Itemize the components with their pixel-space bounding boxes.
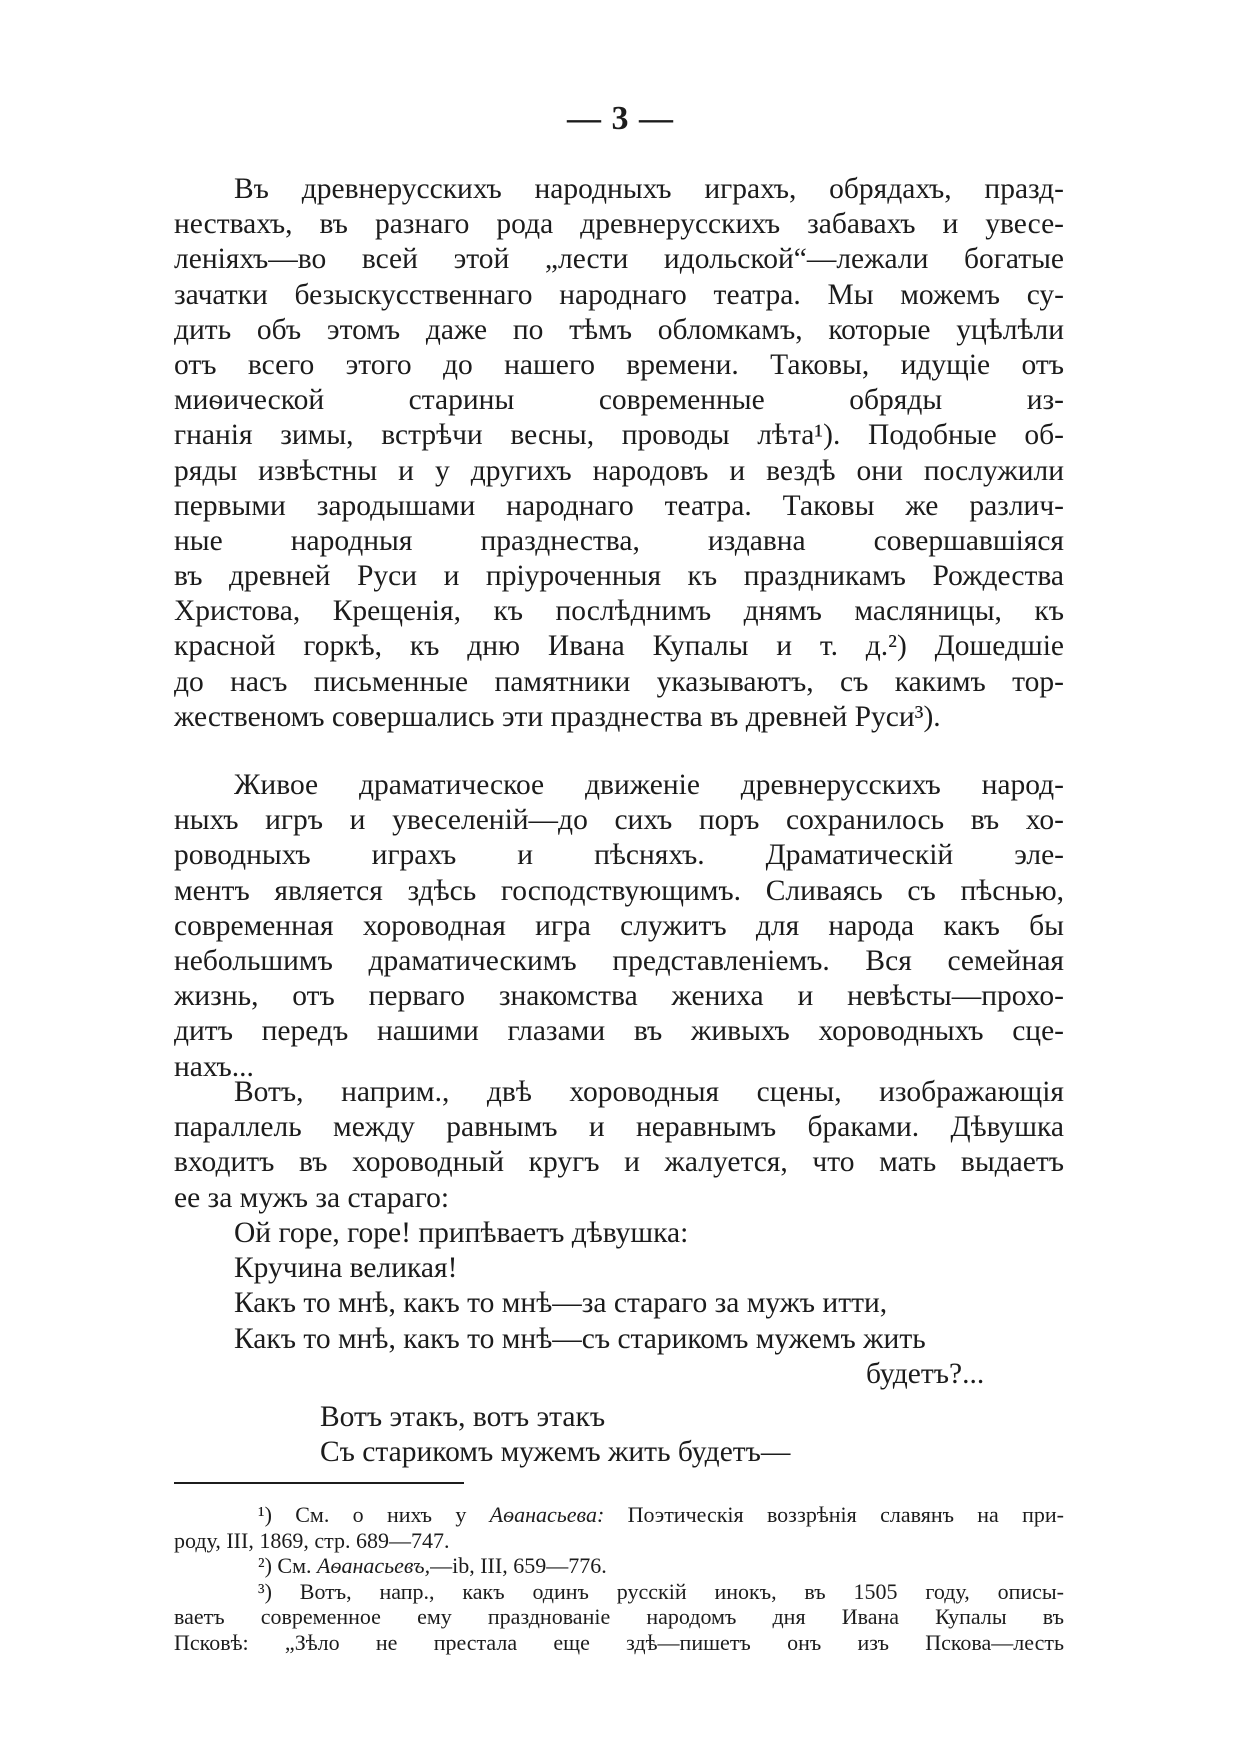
paragraph-1	[174, 172, 1064, 735]
text-line: Живое драматическое движеніе древнерусскихъ народ-	[234, 769, 1064, 801]
footnote-1-cont: роду, III, 1869, стр. 689—747.	[174, 1527, 450, 1553]
footnote-2	[174, 1553, 1064, 1579]
footnote-text: ²) См.	[258, 1553, 318, 1578]
footnote-author: Аѳанасьева:	[489, 1502, 605, 1527]
footnote-text: ¹) См. о нихъ у	[258, 1502, 490, 1527]
text-line: леніяхъ—во всей этой „лести идольской“—лежали богатые	[174, 243, 1064, 276]
text-line: жественомъ совершались эти празднества въ древней Руси³).	[174, 700, 941, 733]
text-line: въ древней Руси и пріуроченныя къ праздникамъ Рождества	[174, 560, 1064, 593]
footnote-1	[174, 1502, 1064, 1528]
text-line: нахъ...	[174, 1050, 254, 1083]
text-line: ее за мужъ за стараго:	[174, 1181, 450, 1214]
verse-tail: будетъ?...	[866, 1358, 985, 1390]
text-line: жизнь, отъ перваго знакомства жениха и невѣсты—прохо-	[174, 980, 1064, 1013]
text-line: первыми зародышами народнаго театра. Таковы же различ-	[174, 489, 1064, 522]
text-line: миѳической старины современные обряды из-	[174, 384, 1064, 417]
text-line: современная хороводная игра служитъ для народа какъ бы	[174, 909, 1064, 942]
footnote-author: Аѳанасьевъ,	[317, 1553, 431, 1578]
verse-line: Вотъ этакъ, вотъ этакъ	[320, 1401, 606, 1433]
text-line: небольшимъ драматическимъ представленіемъ. Вся семейная	[174, 944, 1064, 977]
text-line: до насъ письменные памятники указываютъ, съ какимъ тор-	[174, 665, 1064, 698]
text-line: ряды извѣстны и у другихъ народовъ и вездѣ они послужили	[174, 454, 1064, 487]
text-line: параллель между равнымъ и неравнымъ браками. Дѣвушка	[174, 1111, 1064, 1144]
footnote-text: —ib, III, 659—776.	[430, 1553, 607, 1578]
verse-line: Ой горе, горе! припѣваетъ дѣвушка:	[234, 1217, 689, 1249]
text-line: ментъ является здѣсь господствующимъ. Сливаясь съ пѣснью,	[174, 874, 1064, 907]
verse-line: Съ старикомъ мужемъ жить будетъ—	[320, 1436, 791, 1469]
text-line: Христова, Крещенія, къ послѣднимъ днямъ масляницы, къ	[174, 595, 1064, 628]
text-line: отъ всего этого до нашего времени. Таковы, идущіе отъ	[174, 348, 1064, 381]
text-line: зачатки безыскусственнаго народнаго театра. Мы можемъ су-	[174, 278, 1064, 311]
verse-line: Кручина великая!	[234, 1252, 458, 1285]
footnote-3: ³) Вотъ, напр., какъ одинъ русскій инокъ, въ 1505 году, описы-	[258, 1578, 1064, 1604]
footnote-3-cont: ваетъ современное ему празднованіе народомъ дня Ивана Купалы въ	[174, 1604, 1064, 1629]
text-line: роводныхъ играхъ и пѣсняхъ. Драматическій эле-	[174, 839, 1064, 872]
text-line: дить объ этомъ даже по тѣмъ обломкамъ, которые уцѣлѣли	[174, 313, 1064, 346]
text-line: красной горкѣ, къ дню Ивана Купалы и т. д.²) Дошедшіе	[174, 630, 1064, 663]
text-line: ныхъ игръ и увеселеній—до сихъ поръ сохранилось въ хо-	[174, 804, 1064, 837]
footnote-text: Поэтическія воззрѣнія славянъ на при-	[604, 1502, 1064, 1527]
verse-line: Какъ то мнѣ, какъ то мнѣ—съ старикомъ мужемъ жить	[234, 1322, 926, 1355]
paragraph-3	[174, 1075, 1064, 1216]
paragraph-2	[174, 768, 1064, 1085]
page-number: — 3 —	[567, 100, 674, 137]
song-refrain	[320, 1400, 790, 1470]
song-verse	[234, 1216, 926, 1357]
footnote-divider	[174, 1482, 464, 1484]
text-line: ные народныя празднества, издавна совершавшіяся	[174, 524, 1064, 557]
verse-line: Какъ то мнѣ, какъ то мнѣ—за стараго за мужъ итти,	[234, 1287, 888, 1320]
text-line: входитъ въ хороводный кругъ и жалуется, что мать выдаетъ	[174, 1146, 1064, 1179]
text-line: Вотъ, наприм., двѣ хороводныя сцены, изображающія	[234, 1076, 1064, 1108]
footnote-3-cont: Псковѣ: „Зѣло не престала еще здѣ—пишетъ онъ изъ Пскова—лесть	[174, 1629, 1064, 1655]
footnotes	[174, 1502, 1064, 1655]
text-line: гнанія зимы, встрѣчи весны, проводы лѣта¹). Подобные об-	[174, 419, 1064, 452]
text-line: дитъ передъ нашими глазами въ живыхъ хороводныхъ сце-	[174, 1015, 1064, 1048]
text-line: Въ древнерусскихъ народныхъ играхъ, обрядахъ, празд-	[234, 173, 1064, 205]
text-line: нествахъ, въ разнаго рода древнерусскихъ забавахъ и увесе-	[174, 208, 1064, 241]
